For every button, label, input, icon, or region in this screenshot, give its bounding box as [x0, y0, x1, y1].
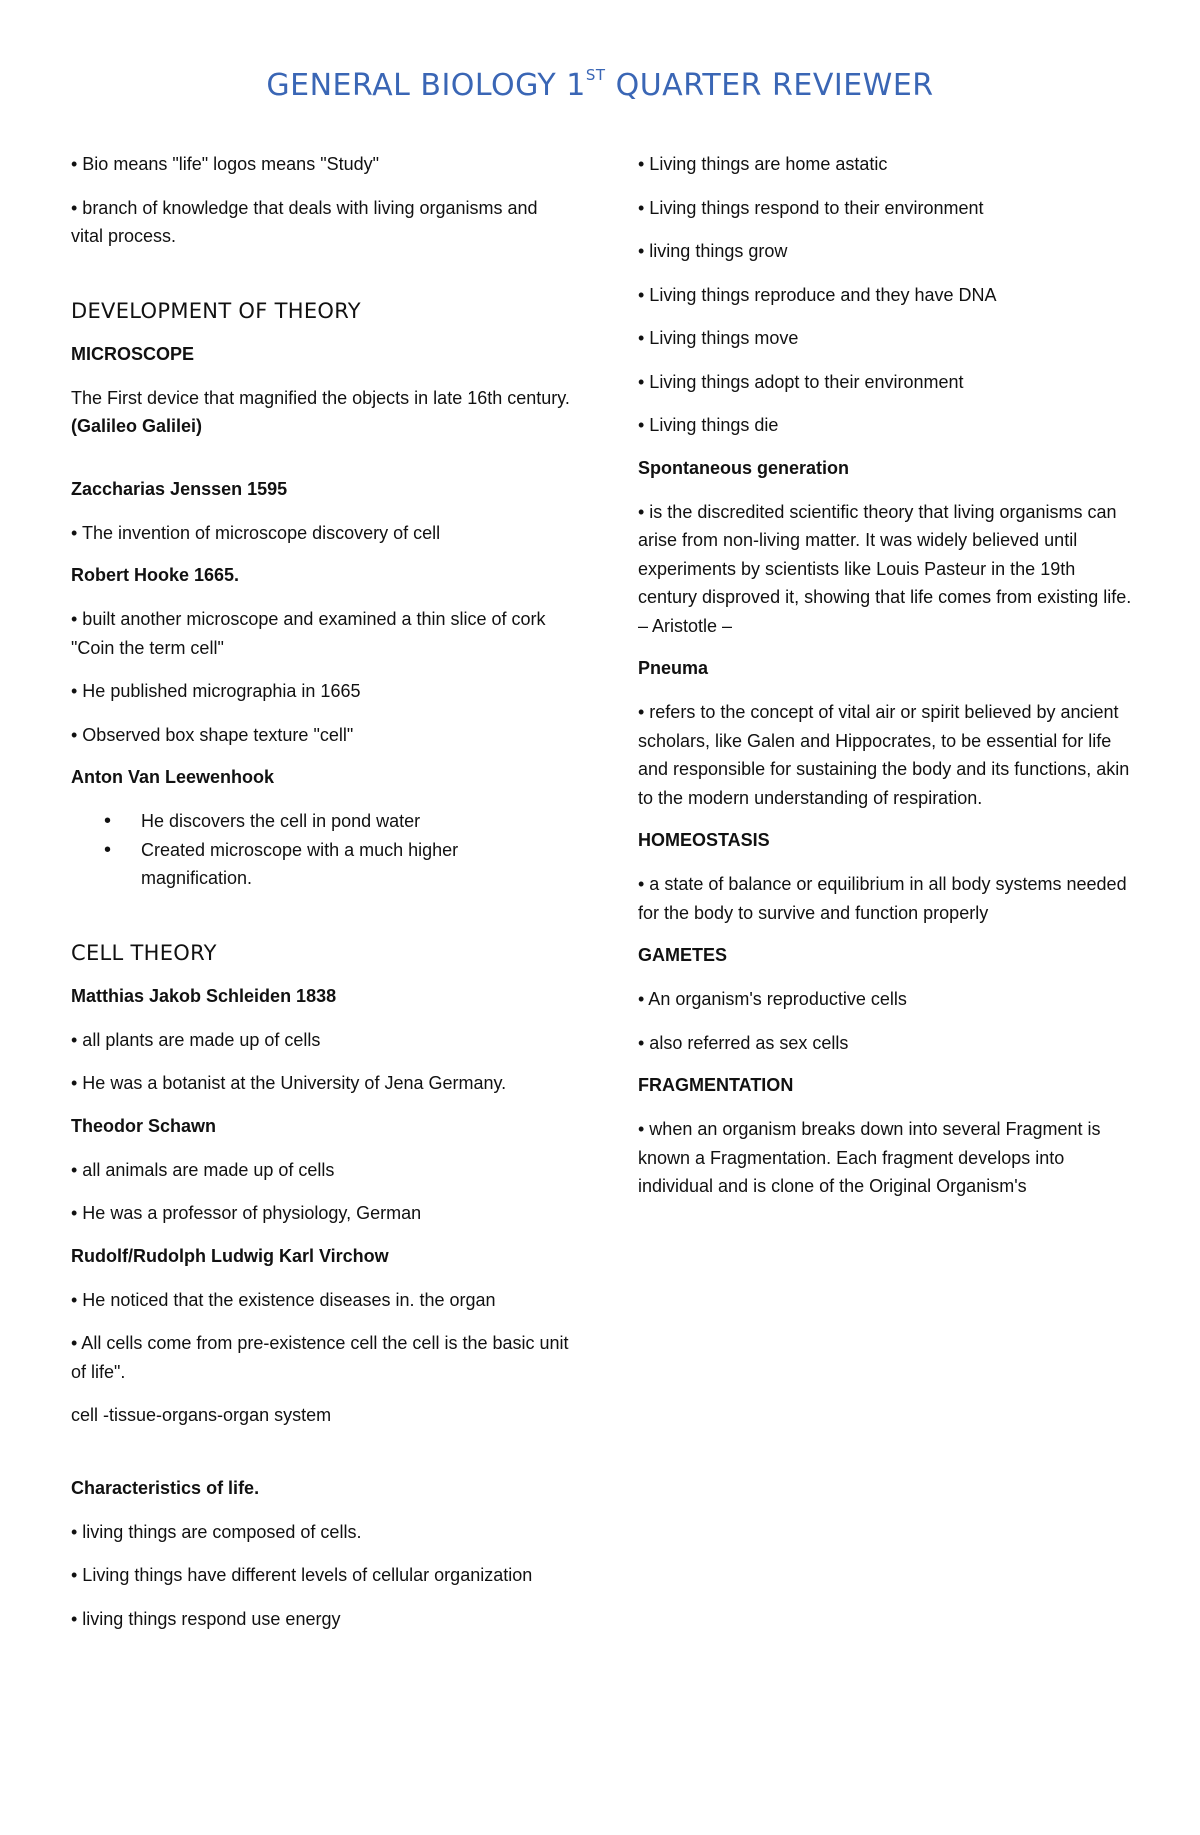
schwann-heading: Theodor Schawn: [71, 1115, 217, 1136]
virchow-item: • All cells come from pre-existence cell the cell is the basic unit of life".: [71, 1333, 569, 1382]
schwann-item: • He was a professor of physiology, German: [71, 1203, 422, 1223]
title-superscript: ST: [585, 66, 606, 84]
microscope-heading: MICROSCOPE: [71, 343, 195, 364]
characteristic-item: • living things respond use energy: [71, 1608, 341, 1629]
homeostasis-text: • a state of balance or equilibrium in all body systems needed for the body to survive and function properly: [638, 874, 1127, 923]
spontaneous-generation-text: • is the discredited scientific theory that living organisms can arise from non-living matter. It was widely believed until experiments by scientists like Louis Pasteur in the 19th century disproved it, showing that life comes from existing life. – Aristotle –: [638, 501, 1132, 636]
intro-definition: • branch of knowledge that deals with living organisms and vital process.: [71, 197, 538, 246]
microscope-inventor: (Galileo Galilei): [71, 416, 203, 436]
characteristic-item: • living things grow: [638, 241, 788, 261]
document-title: [0, 68, 1200, 103]
characteristics-heading: Characteristics of life.: [71, 1477, 260, 1498]
development-of-theory-heading: DEVELOPMENT OF THEORY: [71, 298, 361, 323]
characteristic-item: • living things are composed of cells.: [71, 1521, 362, 1542]
title-main: GENERAL BIOLOGY 1: [266, 68, 586, 103]
leeuwenhoek-list: [71, 807, 571, 893]
virchow-heading: Rudolf/Rudolph Ludwig Karl Virchow: [71, 1245, 389, 1266]
cell-theory-heading: CELL THEORY: [71, 940, 217, 965]
leeuwenhoek-heading: Anton Van Leewenhook: [71, 767, 275, 787]
hooke-item: • Observed box shape texture "cell": [71, 724, 354, 745]
characteristic-item: • Living things move: [638, 328, 799, 348]
janssen-heading: Zaccharias Jenssen 1595: [71, 478, 288, 499]
cell-hierarchy-text: cell -tissue-organs-organ system: [71, 1405, 332, 1425]
right-column: [638, 150, 1138, 1216]
hooke-heading: Robert Hooke 1665.: [71, 565, 240, 585]
hooke-item: • built another microscope and examined a thin slice of cork "Coin the term cell": [71, 609, 546, 658]
schleiden-item: • all plants are made up of cells: [71, 1029, 321, 1050]
gametes-heading: GAMETES: [638, 945, 728, 965]
pneuma-heading: Pneuma: [638, 658, 709, 678]
janssen-item: • The invention of microscope discovery of cell: [71, 522, 441, 543]
left-column: [71, 150, 571, 1648]
gametes-item: • An organism's reproductive cells: [638, 989, 907, 1009]
list-item: • He discovers the cell in pond water: [141, 807, 571, 836]
homeostasis-heading: HOMEOSTASIS: [638, 830, 770, 850]
title-rest: QUARTER REVIEWER: [605, 68, 934, 103]
characteristic-item: • Living things reproduce and they have DNA: [638, 284, 997, 305]
schleiden-heading: Matthias Jakob Schleiden 1838: [71, 985, 337, 1006]
microscope-description: The First device that magnified the objects in late 16th century.: [71, 387, 570, 408]
characteristic-item: • Living things die: [638, 415, 779, 435]
intro-bio-meaning: • Bio means "life" logos means "Study": [71, 154, 380, 174]
pneuma-text: • refers to the concept of vital air or spirit believed by ancient scholars, like Galen and Hippocrates, to be essential for life and responsible for sustaining the body and its functions, akin to the modern understanding of respiration.: [638, 702, 1130, 808]
list-item: • Created microscope with a much higher magnification.: [141, 836, 571, 893]
fragmentation-text: • when an organism breaks down into several Fragment is known a Fragmentation. Each fragment develops into individual and is clone of the Original Organism's: [638, 1119, 1101, 1196]
gametes-item: • also referred as sex cells: [638, 1032, 849, 1053]
characteristic-item: • Living things adopt to their environment: [638, 371, 964, 392]
fragmentation-heading: FRAGMENTATION: [638, 1075, 794, 1095]
spontaneous-generation-heading: Spontaneous generation: [638, 457, 850, 478]
hooke-item: • He published micrographia in 1665: [71, 681, 361, 701]
characteristic-item: • Living things have different levels of cellular organization: [71, 1565, 533, 1585]
characteristic-item: • Living things respond to their environment: [638, 197, 984, 218]
characteristic-item: • Living things are home astatic: [638, 154, 888, 174]
microscope-text: [71, 384, 571, 441]
virchow-item: • He noticed that the existence diseases in. the organ: [71, 1289, 496, 1310]
schwann-item: • all animals are made up of cells: [71, 1159, 335, 1180]
schleiden-item: • He was a botanist at the University of Jena Germany.: [71, 1073, 507, 1093]
